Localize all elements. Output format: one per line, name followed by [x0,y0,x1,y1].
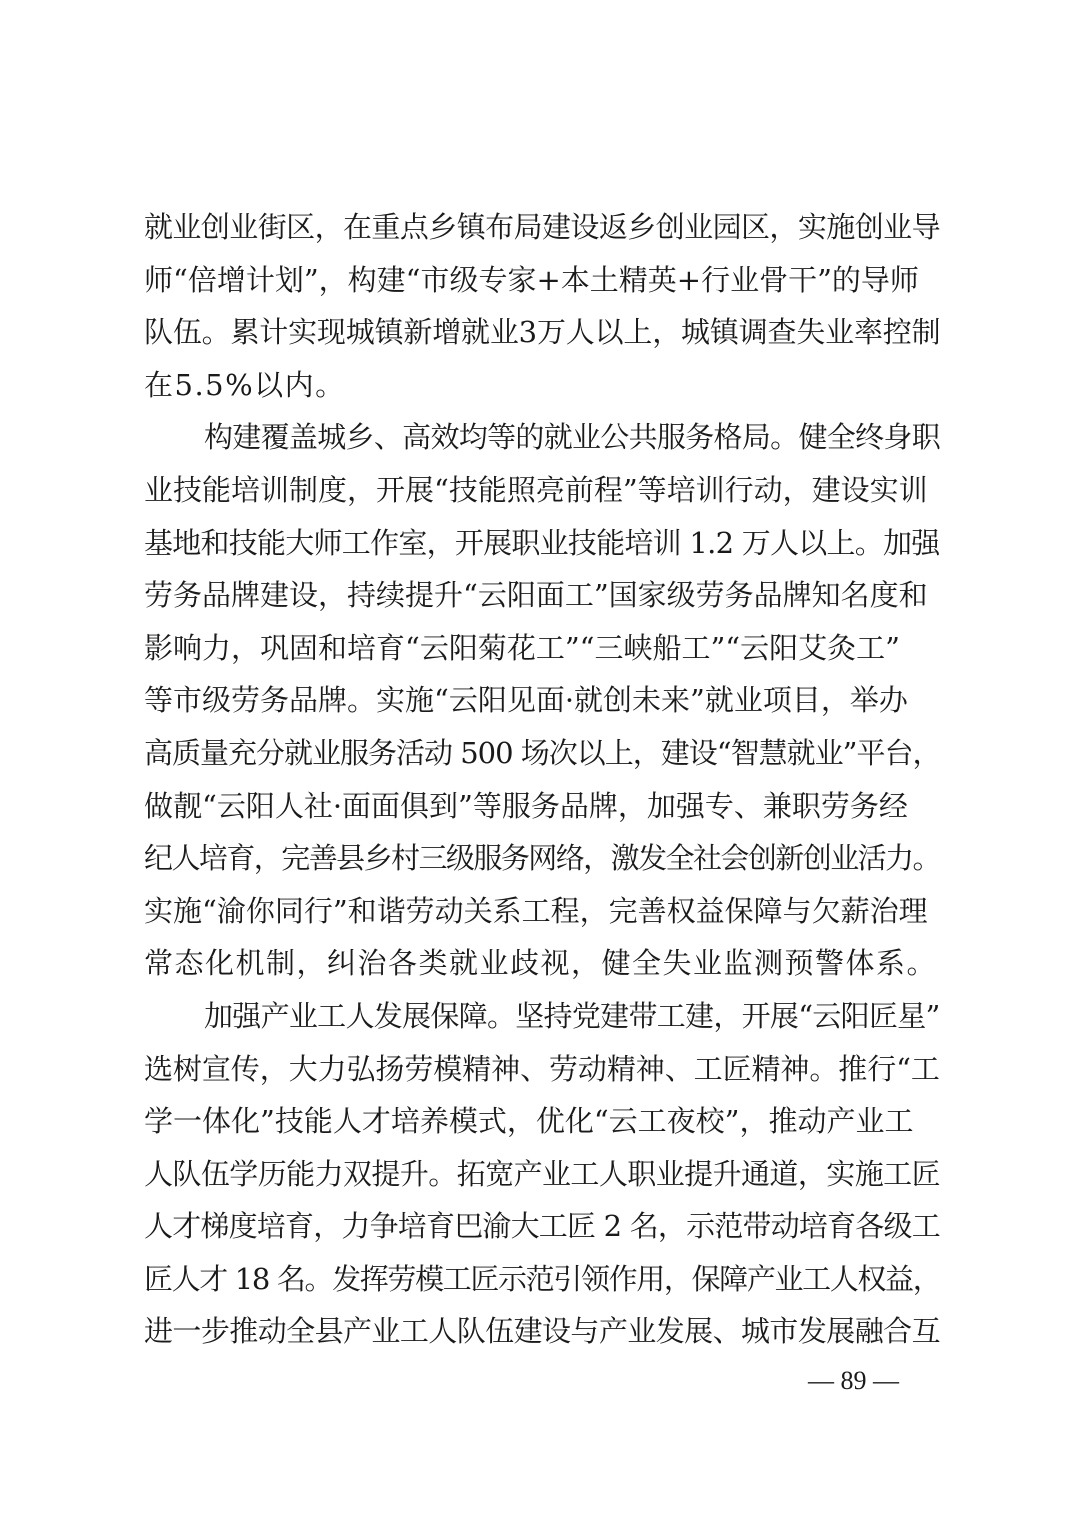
text-line: 队伍。累计实现城镇新增就业3万人以上，城镇调查失业率控制 [144,315,941,350]
text-line: 纪人培育，完善县乡村三级服务网络，激发全社会创新创业活力。 [144,841,941,876]
text-line: 影响力，巩固和培育“云阳菊花工”“三峡船工”“云阳艾灸工” [144,630,900,665]
paragraph-start-line: 构建覆盖城乡、高效均等的就业公共服务格局。健全终身职 [204,420,941,455]
text-line: 人才梯度培育，力争培育巴渝大工匠 2 名，示范带动培育各级工 [144,1209,940,1244]
text-line: 高质量充分就业服务活动 500 场次以上，建设“智慧就业”平台， [144,735,941,770]
text-line: 劳务品牌建设，持续提升“云阳面工”国家级劳务品牌知名度和 [144,578,928,613]
text-line: 选树宣传，大力弘扬劳模精神、劳动精神、工匠精神。推行“工 [144,1051,940,1086]
text-line: 师“倍增计划”，构建“市级专家+本土精英+行业骨干”的导师 [144,262,919,297]
body-text [144,201,940,1358]
text-line: 人队伍学历能力双提升。拓宽产业工人职业提升通道，实施工匠 [144,1156,941,1191]
text-line: 就业创业街区，在重点乡镇布局建设返乡创业园区，实施创业导 [144,210,941,244]
text-line: 匠人才 18 名。发挥劳模工匠示范引领作用，保障产业工人权益， [144,1261,941,1296]
paragraph-start-line: 加强产业工人发展保障。坚持党建带工建，开展“云阳匠星” [204,998,940,1033]
page-number: — 89 — [808,1366,899,1395]
text-line: 学一体化”技能人才培养模式，优化“云工夜校”，推动产业工 [144,1104,914,1139]
text-line: 等市级劳务品牌。实施“云阳见面·就创未来”就业项目，举办 [144,683,908,718]
text-line: 常态化机制，纠治各类就业歧视，健全失业监测预警体系。 [144,946,938,981]
text-line: 基地和技能大师工作室，开展职业技能培训 1.2 万人以上。加强 [144,525,940,560]
text-line: 实施“渝你同行”和谐劳动关系工程，完善权益保障与欠薪治理 [144,893,928,928]
text-line: 在5.5%以内。 [144,367,346,402]
text-line: 做靓“云阳人社·面面俱到”等服务品牌，加强专、兼职劳务经 [144,788,908,823]
text-line: 业技能培训制度，开展“技能照亮前程”等培训行动，建设实训 [144,472,928,507]
text-line: 进一步推动全县产业工人队伍建设与产业发展、城市发展融合互 [144,1314,941,1349]
